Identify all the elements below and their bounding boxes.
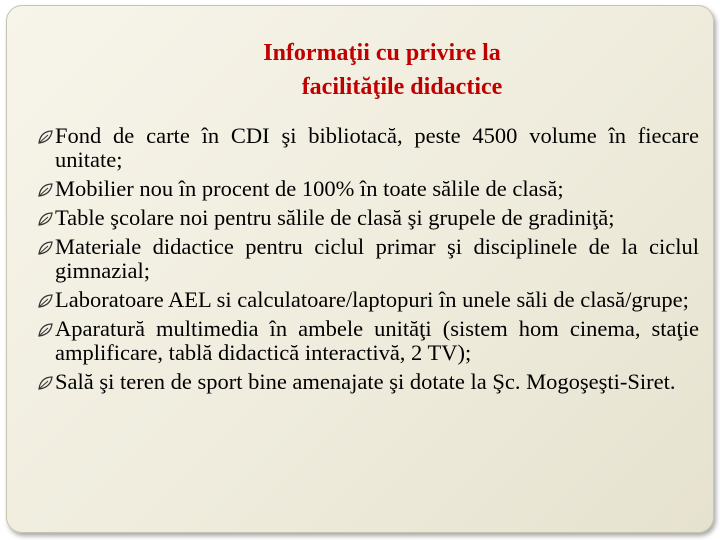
leaf-bullet-icon [37,375,53,391]
list-item [37,177,699,201]
bullet-text: Sală şi teren de sport bine amenajate şi dotate la Şc. Mogoşeşti-Siret. [55,369,676,394]
slide-frame [6,5,714,533]
bullet-text: Table şcolare noi pentru sălile de clasă şi grupele de gradiniţă; [55,205,615,230]
leaf-bullet-icon [37,322,53,338]
leaf-bullet-icon [37,293,53,309]
leaf-bullet-icon [37,182,53,198]
bullet-text: Mobilier nou în procent de 100% în toate sălile de clasă; [55,176,564,201]
list-item [37,235,699,283]
leaf-bullet-icon [37,129,53,145]
slide-title-line-2: facilităţile didactice [301,74,503,100]
bullet-text: Fond de carte în CDI şi bibliotacă, peste 4500 volume în fiecare unitate; [55,123,699,172]
leaf-bullet-icon [37,240,53,256]
leaf-bullet-icon [37,211,53,227]
bullet-list [37,124,699,399]
list-item [37,288,699,312]
list-item [37,206,699,230]
list-item [37,124,699,172]
slide-title [157,36,607,104]
bullet-text: Aparatură multimedia în ambele unităţi (sistem hom cinema, staţie amplificare, tablă didactică interactivă, 2 TV); [55,316,699,365]
bullet-text: Laboratoare AEL si calculatoare/laptopuri în unele săli de clasă/grupe; [55,287,689,312]
list-item [37,317,699,365]
list-item [37,370,699,394]
slide-title-line-1: Informaţii cu privire la [263,40,501,66]
bullet-text: Materiale didactice pentru ciclul primar şi disciplinele de la ciclul gimnazial; [55,234,699,283]
